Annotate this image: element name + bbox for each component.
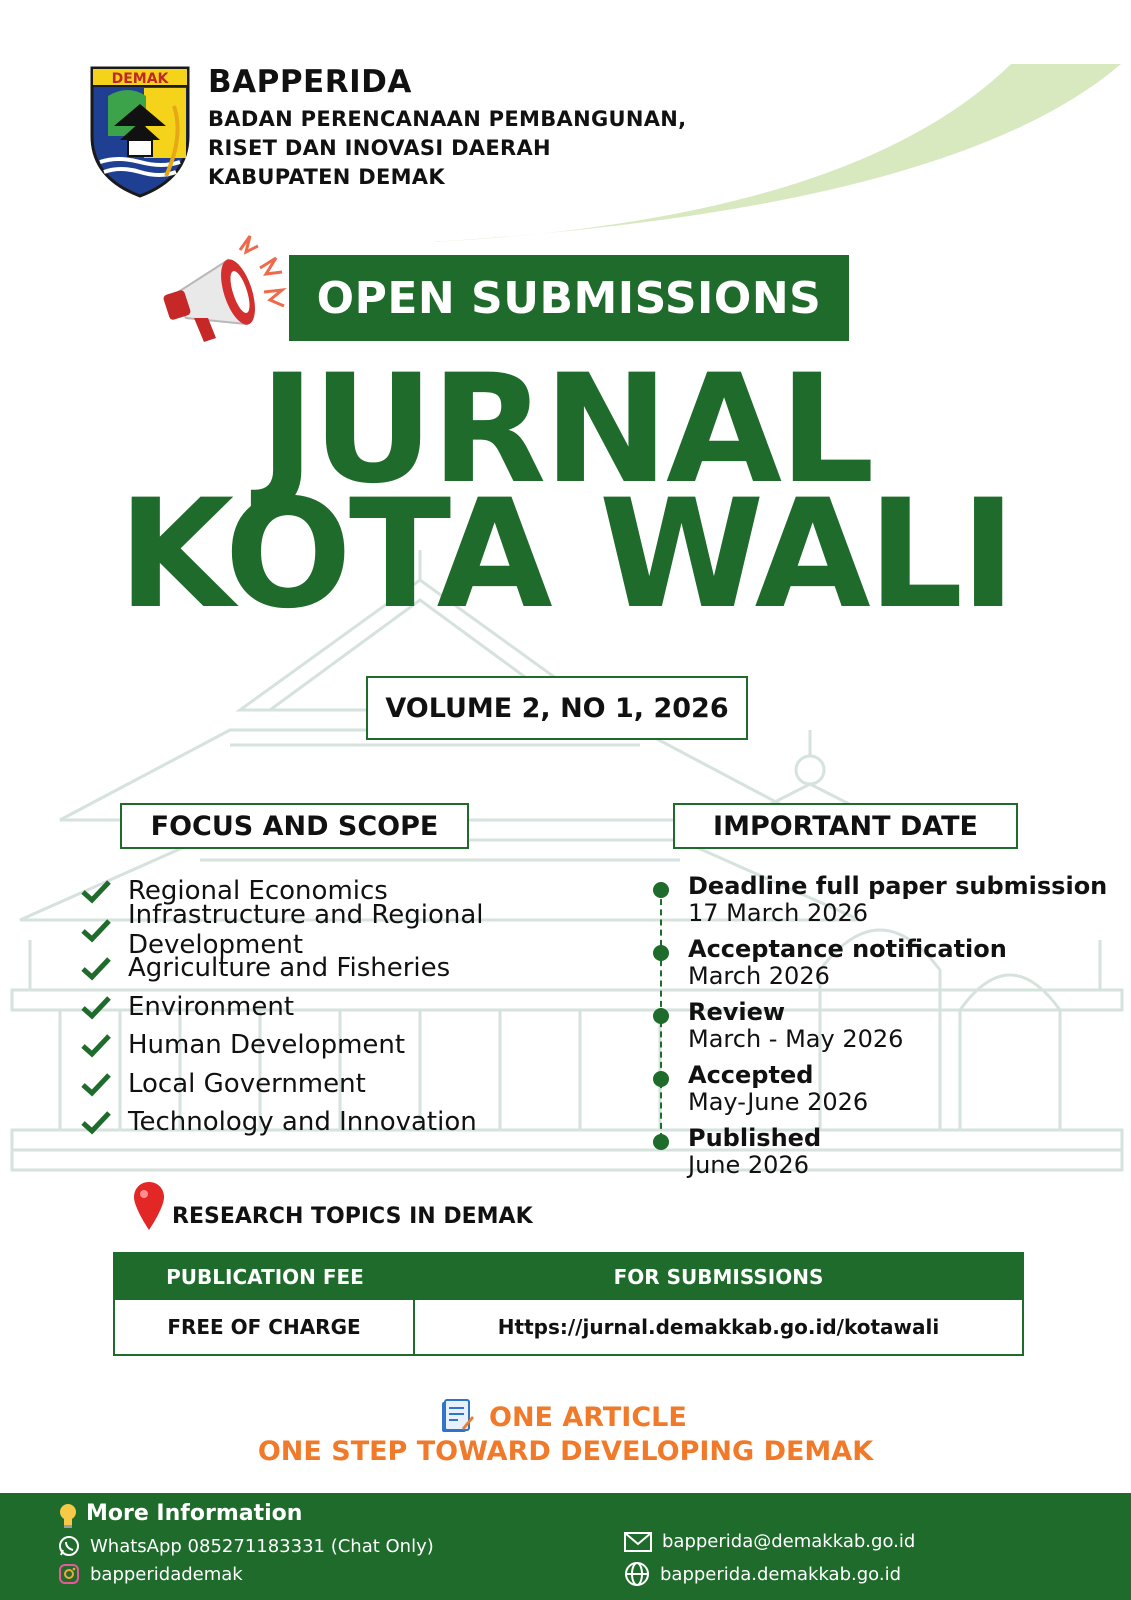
fee-table <box>113 1252 1024 1356</box>
important-date-heading: IMPORTANT DATE <box>673 803 1018 849</box>
timeline-dot <box>653 945 669 961</box>
list-item <box>80 1065 660 1104</box>
decorative-swoosh <box>431 60 1131 245</box>
instagram-text: bapperidademak <box>90 1563 243 1585</box>
email-text: bapperida@demakkab.go.id <box>662 1531 916 1552</box>
scope-label: Human Development <box>128 1030 406 1061</box>
instagram-contact[interactable] <box>58 1563 243 1585</box>
volume-label: VOLUME 2, NO 1, 2026 <box>366 676 748 740</box>
publication-fee-value: FREE OF CHARGE <box>115 1300 415 1354</box>
scope-label: Agriculture and Fisheries <box>128 953 451 984</box>
for-submissions-header: FOR SUBMISSIONS <box>613 1265 824 1289</box>
org-line-1: BADAN PERENCANAAN PEMBANGUNAN, <box>208 107 687 131</box>
whatsapp-text: WhatsApp 085271183331 (Chat Only) <box>90 1535 434 1557</box>
tagline-line-2: ONE STEP TOWARD DEVELOPING DEMAK <box>257 1436 874 1467</box>
check-icon <box>80 1032 112 1058</box>
email-icon <box>624 1532 652 1552</box>
globe-icon <box>624 1561 650 1587</box>
timeline-item <box>650 935 1120 998</box>
tagline-line-1: ONE ARTICLE <box>489 1402 687 1433</box>
open-submissions-banner: OPEN SUBMISSIONS <box>289 255 849 341</box>
timeline-title: Review <box>688 998 786 1026</box>
demak-logo-icon <box>88 66 192 198</box>
focus-scope-list <box>80 872 660 1142</box>
timeline-date: March - May 2026 <box>688 1025 904 1053</box>
list-item <box>80 1103 660 1142</box>
journal-title-line-2: KOTA WALI <box>117 468 1014 642</box>
whatsapp-contact[interactable] <box>58 1535 434 1557</box>
timeline-title: Acceptance notification <box>688 935 1007 963</box>
org-short-name: BAPPERIDA <box>208 64 412 100</box>
timeline-date: 17 March 2026 <box>688 899 869 927</box>
scope-label: Technology and Innovation <box>128 1107 477 1138</box>
timeline-date: June 2026 <box>688 1151 809 1179</box>
journal-title-line-1: JURNAL <box>259 343 872 517</box>
timeline-title: Deadline full paper submission <box>688 872 1108 900</box>
org-line-3: KABUPATEN DEMAK <box>208 165 445 189</box>
list-item <box>80 1026 660 1065</box>
list-item <box>80 899 660 960</box>
check-icon <box>80 1071 112 1097</box>
scope-label: Infrastructure and Regional Development <box>128 899 484 960</box>
research-topics-label: RESEARCH TOPICS IN DEMAK <box>172 1204 533 1229</box>
timeline-title: Published <box>688 1124 822 1152</box>
timeline-dot <box>653 882 669 898</box>
timeline-dot <box>653 1008 669 1024</box>
check-icon <box>80 917 112 943</box>
website-text: bapperida.demakkab.go.id <box>660 1563 902 1585</box>
check-icon <box>80 955 112 981</box>
timeline-item <box>650 1124 1120 1187</box>
instagram-icon <box>58 1563 80 1585</box>
timeline-date: March 2026 <box>688 962 830 990</box>
whatsapp-icon <box>58 1535 80 1557</box>
date-timeline <box>650 872 1120 1187</box>
scope-label: Local Government <box>128 1068 366 1099</box>
svg-text:DEMAK: DEMAK <box>111 71 169 87</box>
more-information-heading: More Information <box>86 1501 303 1526</box>
footer <box>0 1493 1131 1600</box>
timeline-date: May-June 2026 <box>688 1088 869 1116</box>
megaphone-icon <box>160 232 290 350</box>
table-row <box>115 1300 1022 1354</box>
document-edit-icon <box>440 1398 474 1434</box>
location-pin-icon <box>132 1180 166 1232</box>
email-contact[interactable] <box>624 1531 915 1552</box>
timeline-title: Accepted <box>688 1061 814 1089</box>
focus-scope-heading: FOCUS AND SCOPE <box>120 803 469 849</box>
timeline-dot <box>653 1071 669 1087</box>
check-icon <box>80 994 112 1020</box>
timeline-dot <box>653 1134 669 1150</box>
org-line-2: RISET DAN INOVASI DAERAH <box>208 136 551 160</box>
timeline-item <box>650 872 1120 935</box>
check-icon <box>80 1109 112 1135</box>
fee-table-header <box>115 1254 1022 1300</box>
website-contact[interactable] <box>624 1561 901 1587</box>
lightbulb-icon <box>58 1503 78 1529</box>
scope-label: Environment <box>128 991 295 1022</box>
timeline-item <box>650 998 1120 1061</box>
check-icon <box>80 878 112 904</box>
timeline-item <box>650 1061 1120 1124</box>
submission-link[interactable]: Https://jurnal.demakkab.go.id/kotawali <box>497 1315 940 1339</box>
publication-fee-header: PUBLICATION FEE <box>166 1265 364 1289</box>
scope-label: Regional Economics <box>128 876 388 907</box>
list-item <box>80 988 660 1027</box>
